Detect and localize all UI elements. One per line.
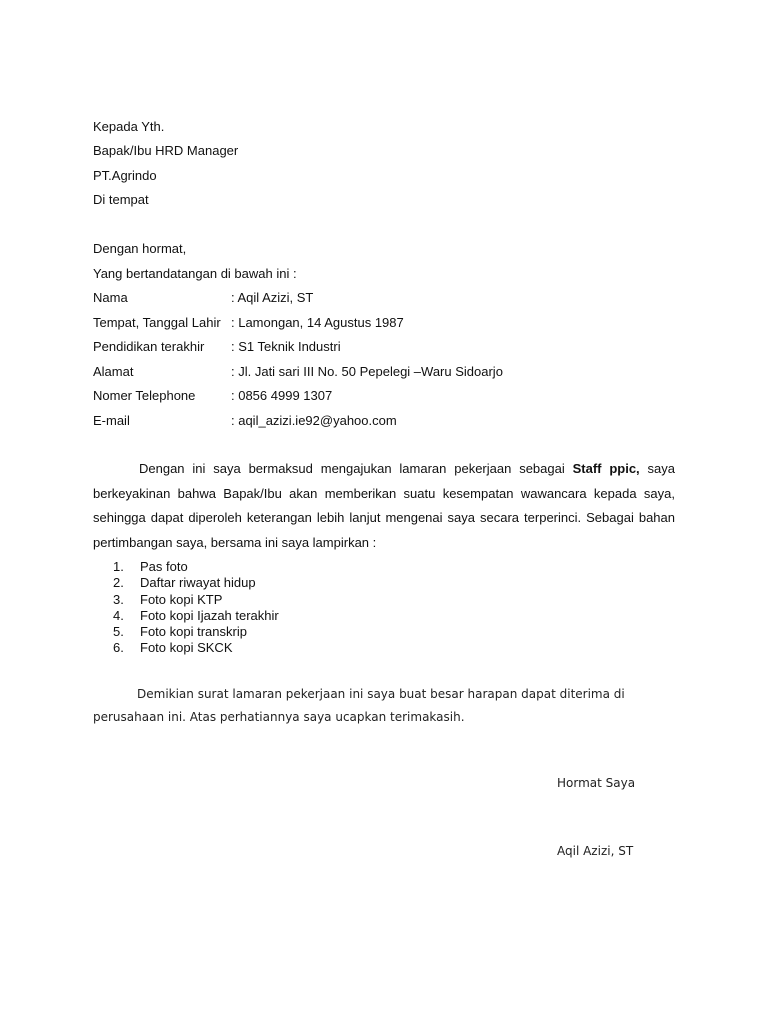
signature-salutation: Hormat Saya: [557, 776, 636, 790]
list-item: [113, 640, 279, 656]
list-item: [113, 624, 279, 640]
list-number: 4.: [113, 607, 124, 623]
list-text: Foto kopi Ijazah terakhir: [140, 607, 279, 623]
list-number: 2.: [113, 575, 124, 591]
body-paragraph: [93, 457, 675, 555]
list-number: 1.: [113, 559, 124, 574]
field-value-email: : aqil_azizi.ie92@yahoo.com: [231, 413, 397, 428]
list-text: Foto kopi SKCK: [140, 640, 233, 656]
list-text: Foto kopi KTP: [140, 591, 223, 607]
list-item: [113, 608, 279, 624]
list-number: 6.: [113, 640, 124, 656]
field-label-telephone: Nomer Telephone: [93, 388, 196, 403]
list-item: [113, 592, 279, 608]
field-value-ttl: : Lamongan, 14 Agustus 1987: [231, 315, 404, 330]
field-label-nama: Nama: [93, 290, 128, 305]
list-text: Foto kopi transkrip: [140, 624, 247, 640]
body-text-start: Dengan ini saya bermaksud mengajukan lamaran pekerjaan sebagai: [139, 461, 573, 476]
closing-paragraph: [93, 683, 675, 729]
list-number: 5.: [113, 624, 124, 640]
field-value-alamat: : Jl. Jati sari III No. 50 Pepelegi –Waru Sidoarjo: [231, 364, 503, 379]
intro-text: Yang bertandatangan di bawah ini :: [93, 266, 297, 281]
attachment-list: [113, 559, 279, 657]
field-label-alamat: Alamat: [93, 364, 134, 379]
body-text-rest: saya berkeyakinan bahwa Bapak/Ibu akan memberikan suatu kesempatan wawancara kepada saya, sehingga dapat diperoleh keterangan lebih lanjut mengenai saya secara terperinci. Sebagai bahan pertimbangan saya, bersama ini saya lampirkan :: [93, 461, 676, 550]
position-title: Staff ppic,: [572, 461, 640, 476]
greeting: Dengan hormat,: [93, 241, 187, 256]
field-value-nama: : Aqil Azizi, ST: [231, 290, 314, 305]
list-item: [113, 575, 279, 591]
list-item: [113, 559, 279, 575]
list-text: Daftar riwayat hidup: [140, 575, 256, 591]
signature-name: Aqil Azizi, ST: [557, 844, 634, 858]
field-value-pendidikan: : S1 Teknik Industri: [231, 339, 341, 354]
field-value-telephone: : 0856 4999 1307: [231, 388, 333, 403]
closing-text: Demikian surat lamaran pekerjaan ini saya buat besar harapan dapat diterima di perusahaan ini. Atas perhatiannya saya ucapkan terimakasih.: [93, 687, 625, 724]
recipient-line-1: Kepada Yth.: [93, 119, 165, 134]
recipient-company: PT.Agrindo: [93, 168, 157, 183]
field-label-pendidikan: Pendidikan terakhir: [93, 339, 205, 354]
list-text: Pas foto: [140, 559, 188, 574]
recipient-line-2: Bapak/Ibu HRD Manager: [93, 143, 239, 158]
field-label-ttl: Tempat, Tanggal Lahir: [93, 315, 221, 330]
recipient-line-4: Di tempat: [93, 192, 149, 207]
list-number: 3.: [113, 591, 124, 607]
field-label-email: E-mail: [93, 413, 130, 428]
